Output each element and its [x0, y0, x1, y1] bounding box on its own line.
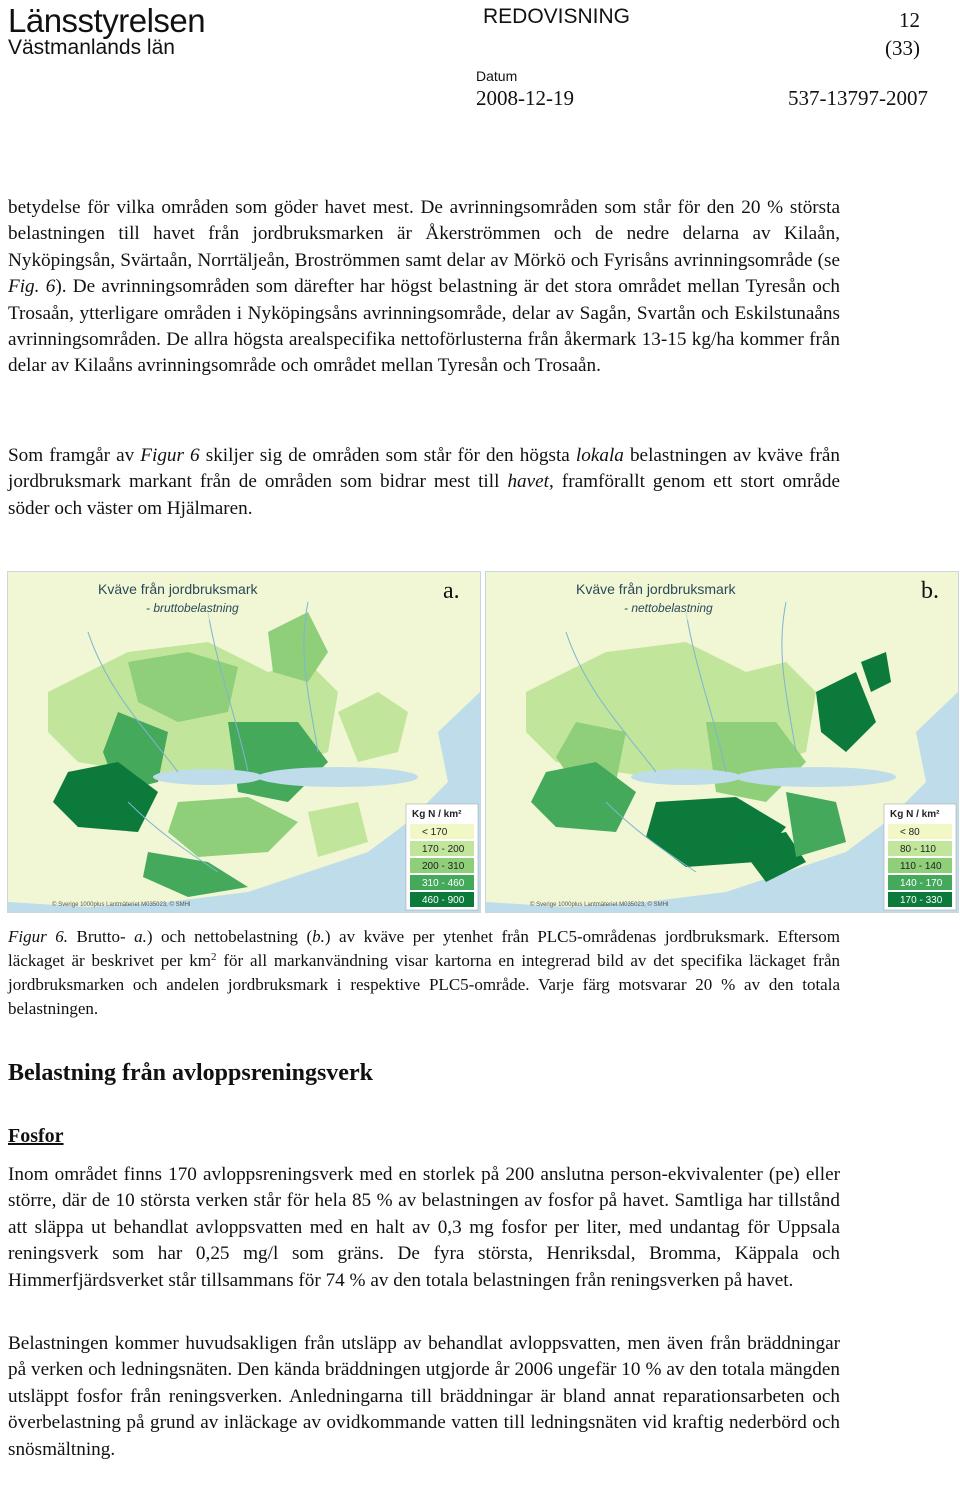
map-b-copyright: © Sverige 1000plus Lantmäteriet M035023, © SMHI — [530, 902, 669, 908]
figure-caption: Figur 6. Brutto- a.) och nettobelastning (b.) av kväve per ytenhet från PLC5-områdenas jordbruksmark. Eftersom läckaget är beskrivet per $km^2$ för all markanvändning visar kartorna en integrerad bild av det specifika läckaget från jordbruksmarken och andelen jordbruksmark i respektive PLC5-område. Varje färg motsvarar 20 % av den totala belastningen. — [8, 927, 840, 1018]
paragraph-4: Belastningen kommer huvudsakligen från utsläpp av behandlat avloppsvatten, men även från bräddningar på verken och ledningsnäten. Den kända bräddningen utgjorde år 2006 ungefär 10 % av den totala mängden utsläppt fosfor från reningsverken. Anledningarna till bräddningar är bland annat reparationsarbeten och överbelastning på grund av inläckage av ovidkommande vatten till ledningsnäten vid kraftig nederbörd och snösmältning. — [8, 1333, 840, 1460]
paragraph-3: Inom området finns 170 avloppsreningsverk med en storlek på 200 anslutna person-ekvivalenter (pe) eller större, där de 10 största verken står för hela 85 % av belastningen av fosfor på havet. Samtliga har tillstånd att släppa ut behandlat avloppsvatten med en halt av 0,3 mg fosfor per liter, med undantag för Uppsala reningsverk som har 0,25 mg/l som gräns. De fyra största, Henriksdal, Bromma, Käppala och Himmerfjärdsverket står tillsammans för 74 % av den totala belastningen från reningsverken på havet. — [8, 1164, 840, 1291]
page-total: (33) — [885, 36, 920, 60]
map-a-copyright: © Sverige 1000plus Lantmäteriet M035023, © SMHI — [52, 902, 191, 908]
section-heading: Belastning från avloppsreningsverk — [8, 1060, 373, 1086]
logo-county: Västmanlands län — [8, 36, 175, 59]
map-a-legend-label: < 170 — [422, 827, 448, 838]
map-b-title: Kväve från jordbruksmark — [576, 581, 736, 597]
document-type: REDOVISNING — [483, 5, 631, 28]
map-b-legend-label: < 80 — [900, 827, 920, 838]
map-a-legend — [406, 804, 478, 910]
map-b-legend-title: Kg N / km² — [890, 809, 940, 820]
map-b-legend-label: 110 - 140 — [900, 861, 942, 872]
panel-label-a: a. — [443, 578, 460, 604]
map-a-title: Kväve från jordbruksmark — [98, 581, 258, 597]
map-a-legend-title: Kg N / km² — [412, 809, 462, 820]
map-a-legend-label: 200 - 310 — [422, 861, 465, 872]
logo-name: Länsstyrelsen — [8, 2, 206, 39]
paragraph-2: Som framgår av Figur 6 skiljer sig de områden som står för den högsta lokala belastningen av kväve från jordbruksmark markant från de områden som bidrar mest till havet, framförallt genom ett stort område söder och väster om Hjälmaren. — [8, 445, 841, 519]
map-b-legend-label: 170 - 330 — [900, 895, 943, 906]
reference-number: 537-13797-2007 — [788, 86, 928, 110]
map-b-legend — [884, 804, 956, 910]
map-b-subtitle: - nettobelastning — [624, 601, 713, 615]
map-b-legend-label: 140 - 170 — [900, 878, 943, 889]
map-a-legend-label: 310 - 460 — [422, 878, 465, 889]
map-net-load — [485, 571, 959, 913]
page-number — [885, 6, 920, 62]
map-a-legend-label: 170 - 200 — [422, 844, 465, 855]
paragraph-1: betydelse för vilka områden som göder havet mest. De avrinningsområden som står för den 20 % största belastningen till havet från jordbruksmarken är Åkerströmmen och de nedre delarna av Kilaån, Nyköpingsån, Svärtaån, Norrtäljeån, Broströmmen samt delar av Mörkö och Fyrisåns avrinningsområde (se Fig. 6). De avrinningsområden som därefter har högst belastning är det stora området mellan Tyresån och Trosaån, ytterligare områden i Nyköpingsåns avrinningsområde, delar av Sagån, Svartån och Eskilstunaåns avrinningsområden. De allra högsta arealspecifika nettoförlusterna från åkermark 13-15 kg/ha kommer från delar av Kilaåns avrinningsområde och området mellan Tyresån och Trosaån. — [8, 197, 840, 377]
map-gross-load — [7, 571, 481, 913]
panel-label-b: b. — [921, 578, 939, 604]
map-a-legend-label: 460 - 900 — [422, 895, 465, 906]
map-a-subtitle: - bruttobelastning — [146, 601, 239, 615]
map-b-legend-swatch — [888, 824, 952, 839]
date-label: Datum — [476, 68, 518, 84]
subsection-heading: Fosfor — [8, 1125, 64, 1147]
date-value: 2008-12-19 — [476, 86, 574, 110]
page-current: 12 — [899, 8, 920, 32]
map-b-legend-label: 80 - 110 — [900, 844, 936, 855]
